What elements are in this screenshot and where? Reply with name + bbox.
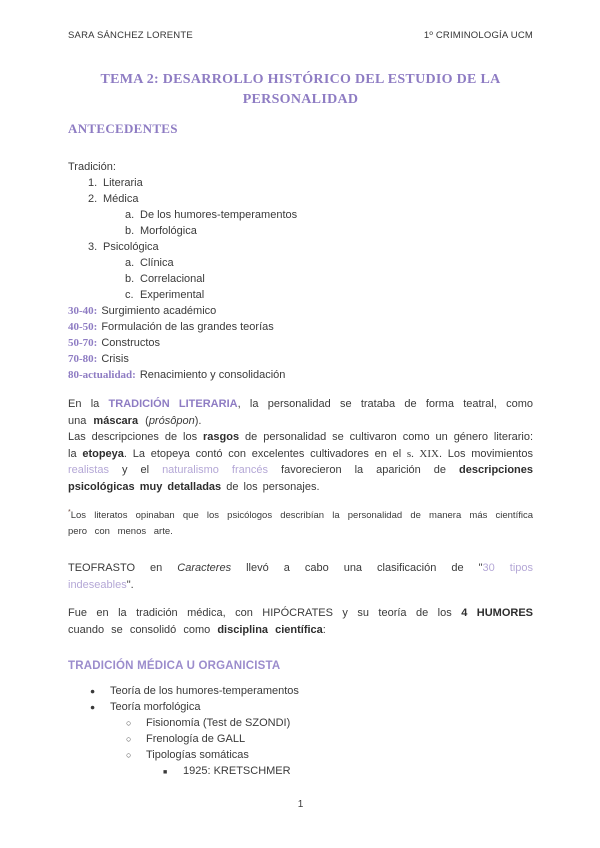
list-item-label: Teoría de los humores-temperamentos xyxy=(110,685,299,698)
list-item-label: Experimental xyxy=(140,289,205,301)
list-item xyxy=(68,207,533,223)
list-item xyxy=(68,731,533,747)
timeline-period: 40-50: xyxy=(68,321,98,333)
section-heading-antecedentes: ANTECEDENTES xyxy=(68,121,178,136)
list-marker: a. xyxy=(125,209,135,221)
timeline-period: 80-actualidad: xyxy=(68,369,136,381)
list-item xyxy=(68,699,533,715)
list-marker: c. xyxy=(125,289,134,301)
list-item xyxy=(68,715,533,731)
list-item xyxy=(68,271,533,287)
timeline xyxy=(68,303,533,383)
list-item-label: Médica xyxy=(103,193,139,205)
bullet-icon: ○ xyxy=(126,718,132,729)
timeline-entry xyxy=(68,319,533,335)
timeline-entry xyxy=(68,351,533,367)
timeline-text: Crisis xyxy=(101,353,129,365)
timeline-period: 70-80: xyxy=(68,353,98,365)
timeline-text: Surgimiento académico xyxy=(101,305,217,317)
bullet-icon: ○ xyxy=(126,734,132,745)
bullet-icon: ○ xyxy=(126,750,132,761)
bullet-icon: ● xyxy=(90,702,96,713)
footnote: *Los literatos opinaban que los psicólogos describían la personalidad de manera más científica pero con menos arte. xyxy=(68,509,533,538)
list-item-label: Fisionomía (Test de SZONDI) xyxy=(146,717,291,730)
timeline-period: 30-40: xyxy=(68,305,98,317)
list-item-label: Correlacional xyxy=(140,273,205,285)
paragraph-tradicion-literaria: En la TRADICIÓN LITERARIA, la personalidad se trataba de forma teatral, como una máscara (prósôpon). xyxy=(68,398,533,427)
list-item-label: 1925: KRETSCHMER xyxy=(183,765,291,778)
page-number: 1 xyxy=(297,799,304,811)
list-item xyxy=(68,747,533,763)
list-marker: 1. xyxy=(88,177,98,189)
list-item-label: Frenología de GALL xyxy=(146,733,246,746)
paragraph-etopeya: Las descripciones de los rasgos de personalidad se cultivaron como un género literario: la etopeya. La etopeya contó con excelentes cultivadores en el s. XIX. Los movimientos realistas y el naturalismo francés favorecieron la aparición de descripciones psicológicas muy detalladas de los personajes. xyxy=(68,431,534,493)
list-marker: 3. xyxy=(88,241,98,253)
tradicion-outline xyxy=(68,175,533,303)
timeline-entry xyxy=(68,335,533,351)
list-item xyxy=(68,191,533,207)
list-marker: b. xyxy=(125,273,135,285)
bullet-icon: ■ xyxy=(163,769,168,777)
list-item xyxy=(68,287,533,303)
page-header xyxy=(68,30,533,42)
list-item-label: Psicológica xyxy=(103,241,159,253)
timeline-period: 50-70: xyxy=(68,337,98,349)
list-marker: b. xyxy=(125,225,135,237)
list-marker: a. xyxy=(125,257,135,269)
list-item xyxy=(68,239,533,255)
list-item xyxy=(68,223,533,239)
list-marker: 2. xyxy=(88,193,98,205)
header-course: 1º CRIMINOLOGÍA UCM xyxy=(423,30,533,41)
timeline-text: Constructos xyxy=(101,337,161,349)
list-item-label: Literaria xyxy=(103,177,143,189)
timeline-text: Renacimiento y consolidación xyxy=(139,369,286,381)
document-title: TEMA 2: DESARROLLO HISTÓRICO DEL ESTUDIO DE LA PERSONALIDAD xyxy=(100,72,501,107)
timeline-text: Formulación de las grandes teorías xyxy=(101,321,274,333)
timeline-entry xyxy=(68,303,533,319)
list-item xyxy=(68,683,533,699)
medica-bullet-list xyxy=(68,683,533,781)
timeline-entry xyxy=(68,367,533,383)
list-item-label: De los humores-temperamentos xyxy=(140,209,298,221)
list-item xyxy=(68,763,533,781)
list-item-label: Morfológica xyxy=(140,225,197,237)
paragraph-hipocrates: Fue en la tradición médica, con HIPÓCRATES y su teoría de los 4 HUMORES cuando se consolidó como disciplina científica: xyxy=(68,607,533,636)
header-author: SARA SÁNCHEZ LORENTE xyxy=(68,30,193,41)
section-heading-tradicion-medica: TRADICIÓN MÉDICA U ORGANICISTA xyxy=(68,660,281,673)
bullet-icon: ● xyxy=(90,686,96,697)
list-item-label: Clínica xyxy=(140,257,174,269)
tradicion-label: Tradición: xyxy=(68,161,116,173)
list-item-label: Tipologías somáticas xyxy=(146,749,249,762)
list-item xyxy=(68,255,533,271)
list-item xyxy=(68,175,533,191)
list-item-label: Teoría morfológica xyxy=(110,701,201,714)
paragraph-teofrasto: TEOFRASTO en Caracteres llevó a cabo una clasificación de "30 tipos indeseables". xyxy=(68,562,533,591)
